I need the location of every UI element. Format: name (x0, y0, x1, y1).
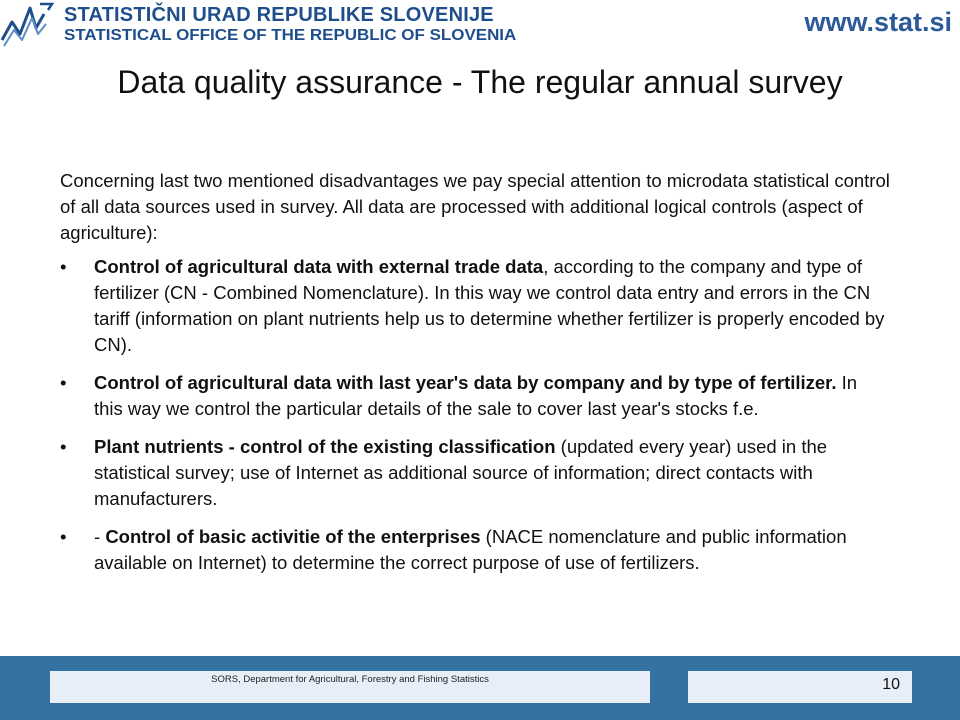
bullet-text: , according to the company and type of fertilizer (CN - Combined Nomenclature). In this way we control data entry and errors in the CN tariff (information on plant nutrients help us to determine whether fertilizer is properly encoded by CN). (94, 256, 885, 355)
org-name-en: STATISTICAL OFFICE OF THE REPUBLIC OF SLOVENIA (64, 27, 517, 44)
bullet-text: In this way we control the particular details of the sale to cover last year's stocks f.e. (94, 372, 858, 419)
bullet-bold-text: Plant nutrients - control of the existing classification (94, 436, 556, 457)
bullet-text: (NACE nomenclature and public information available on Internet) to determine the correct purpose of use of fertilizers. (94, 526, 847, 573)
footer-department: SORS, Department for Agricultural, Forestry and Fishing Statistics (50, 671, 650, 703)
bullet-text: (updated every year) used in the statistical survey; use of Internet as additional source of information; direct contacts with manufacturers. (94, 436, 828, 509)
list-item (60, 370, 890, 422)
bullet-prefix: - (94, 526, 106, 547)
page-number: 10 (882, 676, 900, 693)
intro-paragraph: Concerning last two mentioned disadvantages we pay special attention to microdata statistical control of all data sources used in survey. All data are processed with additional logical controls (aspect of agriculture): (60, 170, 890, 243)
slide-content (60, 168, 890, 588)
bullet-bold-text: Control of agricultural data with external trade data (94, 256, 544, 277)
bullet-bold-text: Control of agricultural data with last year's data by company and by type of fertilizer. (94, 372, 837, 393)
list-item (60, 254, 890, 358)
sors-logo-icon (0, 0, 60, 48)
org-name-sl: STATISTIČNI URAD REPUBLIKE SLOVENIJE (64, 4, 494, 26)
bullet-icon: • (60, 256, 67, 277)
website-url[interactable]: www.stat.si (804, 7, 952, 37)
bullet-icon: • (60, 436, 67, 457)
header (0, 0, 960, 56)
bullet-icon: • (60, 526, 67, 547)
list-item (60, 524, 890, 576)
bullet-bold-text: Control of basic activitie of the enterprises (105, 526, 481, 547)
bullet-list (60, 254, 890, 576)
bullet-icon: • (60, 372, 67, 393)
slide-title: Data quality assurance - The regular annual survey (117, 64, 843, 100)
list-item (60, 434, 890, 512)
page-number-box (688, 671, 912, 703)
footer-bar (0, 656, 960, 720)
